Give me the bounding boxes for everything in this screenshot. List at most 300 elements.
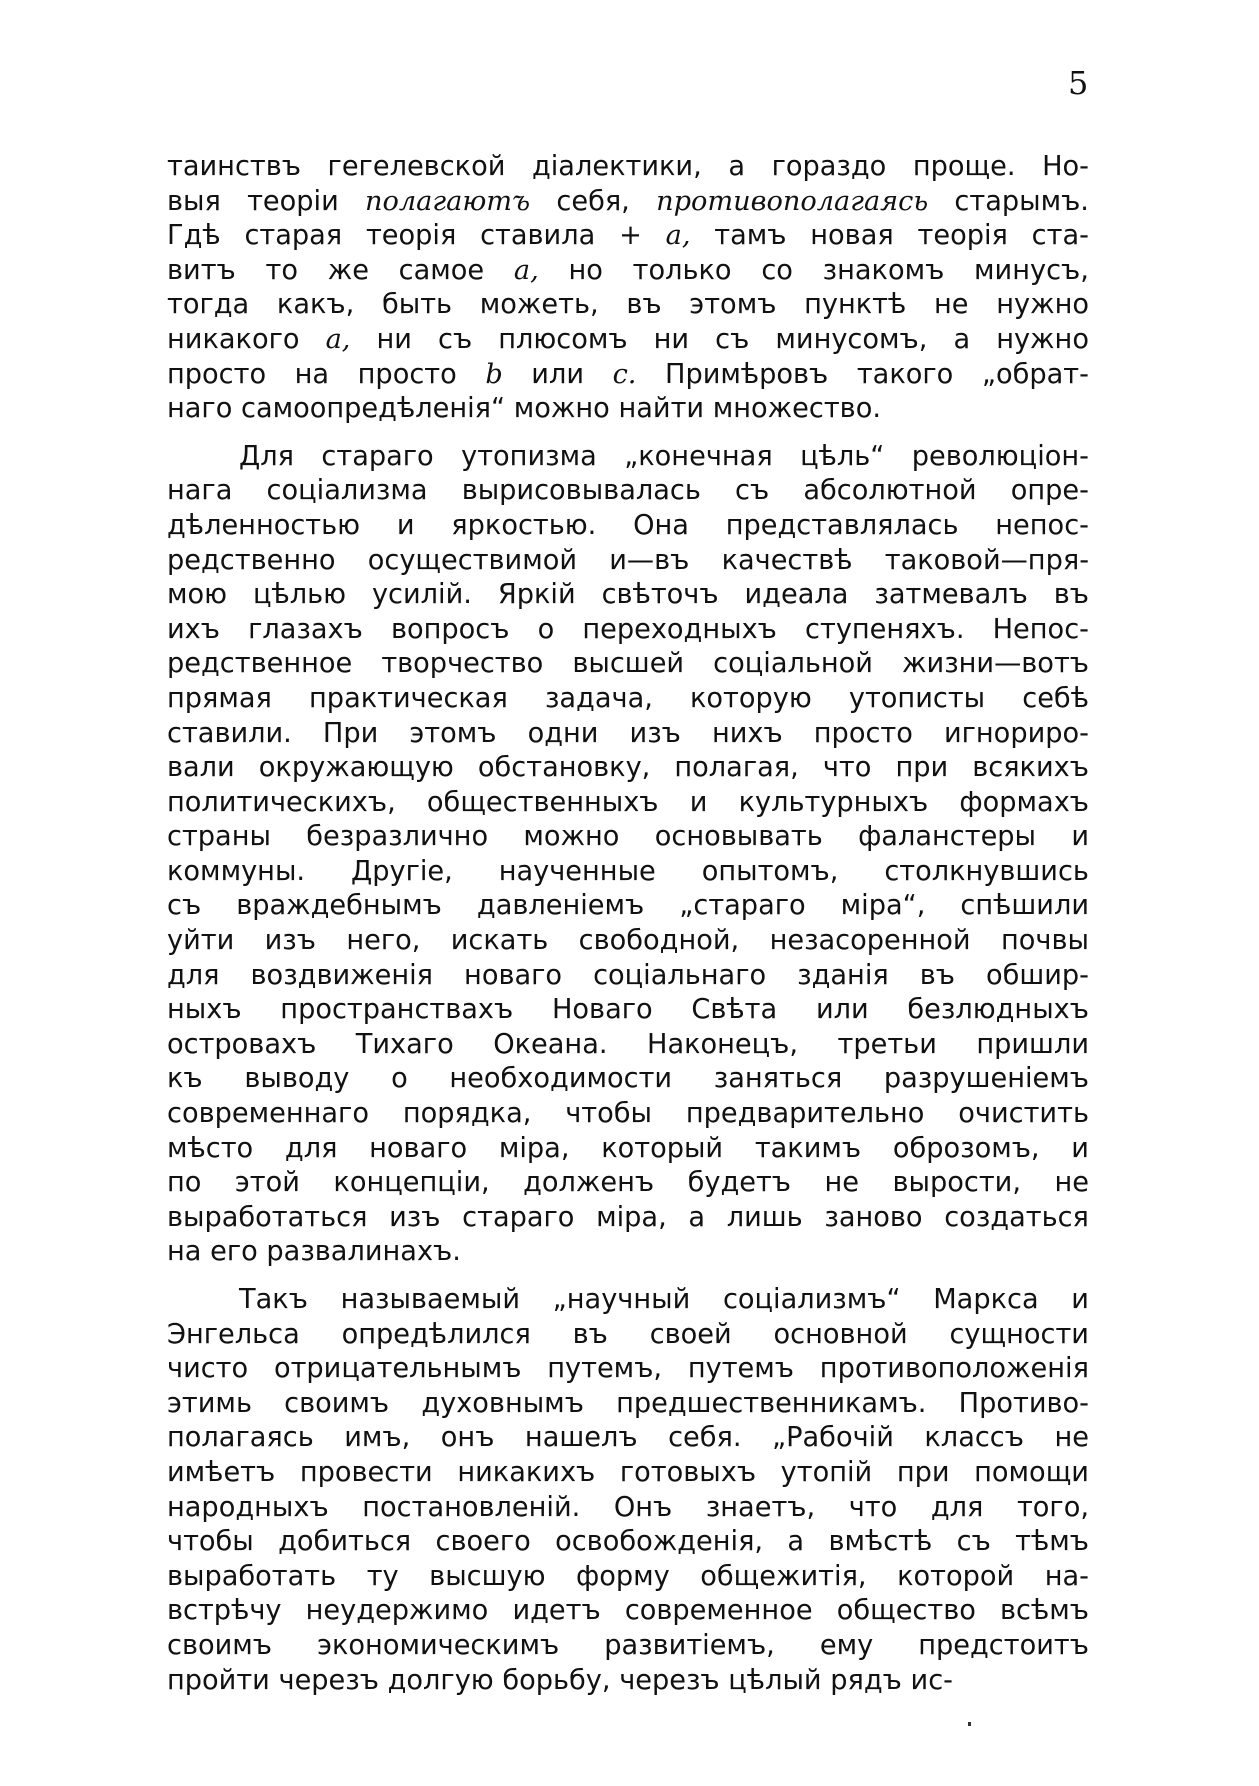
word: одни [527,717,599,749]
word: воздвиженія [250,959,434,991]
text-line [167,820,1089,855]
word: старымъ. [954,185,1089,217]
word: черезъ [619,1664,720,1696]
word: полагаясь [167,1422,314,1454]
word: такого [856,358,954,390]
word: минусъ, [974,254,1089,286]
word: витъ [167,254,236,286]
word: чтобы [167,1526,254,1558]
word: + [619,220,642,252]
word: на [294,358,330,390]
word: таковой—пря- [884,544,1089,576]
word: концепціи, [333,1167,490,1199]
word: выводу [244,1063,350,1095]
word: и [396,509,415,541]
word: пунктѣ [804,289,907,321]
word: затмевалъ [874,579,1028,611]
word: Такъ [239,1284,308,1315]
word: „обрат- [981,358,1089,390]
word: рядъ [830,1664,902,1696]
word: и [1071,821,1089,853]
word: пришли [976,1028,1089,1060]
word: быть [381,289,453,321]
word: просто [167,358,267,390]
word: и [1071,1284,1089,1315]
word: множество. [712,393,881,425]
word: которую [690,682,812,714]
text-line [167,1491,1089,1526]
body-text [167,150,1089,1698]
paragraph-gap [167,427,1089,440]
text-line [167,1235,1089,1270]
word: въ [626,289,662,321]
text-line [167,1166,1089,1201]
word: встрѣчу [167,1595,282,1627]
word: предварительно [685,1098,925,1130]
page-number: 5 [1068,64,1089,102]
word: предшественникамъ. [616,1387,927,1419]
word: выя [167,185,221,217]
word: долгую [387,1664,494,1696]
word: Противо- [958,1387,1089,1419]
word: чтобы [565,1098,653,1130]
word: редственно [167,544,336,576]
text-line [167,959,1089,994]
word: Непос- [992,613,1089,645]
word: гегелевской [327,151,506,182]
word: идеала [744,579,849,611]
word: и [689,786,708,818]
word: такимъ [754,1132,862,1164]
word: освобожденія, [555,1526,764,1558]
word: ныхъ [167,994,242,1026]
word: высшей [572,648,685,680]
word: задача, [544,682,653,714]
text-line [167,682,1089,717]
word: разрушеніемъ [883,1063,1089,1095]
word: сущности [949,1318,1089,1350]
word: тогда [167,289,250,321]
word: форму [576,1560,670,1592]
word: этомъ [689,289,777,321]
word: этомъ [409,717,497,749]
word: въ [919,959,955,991]
paragraph [167,1283,1089,1698]
word: мою [167,579,228,611]
word: можно [513,393,610,425]
word: какъ, [276,289,355,321]
word: переходныхъ [582,613,777,645]
text-line [167,1318,1089,1353]
word: современнаго [167,1098,369,1130]
word: Другіе, [350,855,453,887]
word: общественныхъ [426,786,659,818]
word: непос- [995,509,1089,541]
word: Маркса [933,1284,1039,1315]
italic-word: a, [665,220,691,252]
word: Свѣта [691,994,778,1026]
text-line [167,1387,1089,1422]
text-line [167,924,1089,959]
word: что [822,752,872,784]
word: Новаго [551,994,653,1026]
word: искать [450,925,549,957]
word: практическая [309,682,508,714]
word: утопизма [461,440,597,472]
word: зданія [797,959,889,991]
word: знаетъ, [705,1491,816,1523]
word: При [322,717,379,749]
word: себя. [668,1422,742,1454]
word: онъ [440,1422,495,1454]
word: діалектики, [531,151,702,182]
word: яркостью. [451,509,597,541]
word: общежитія, [700,1560,867,1592]
word: съ [956,1526,991,1558]
text-line [167,1201,1089,1236]
word: общество [836,1595,976,1627]
word: не [934,289,969,321]
word: въ [572,1318,608,1350]
word: никакихъ [457,1456,596,1488]
word: вопросъ [390,613,510,645]
word: соціализма [266,475,428,507]
word: теоріи [247,185,339,217]
word: давленіемъ [476,890,645,922]
word: заново [824,1201,923,1233]
word: народныхъ [167,1491,329,1523]
word: минусомъ, [775,323,928,355]
word: стараго [462,1201,575,1233]
word: порядка, [402,1098,532,1130]
word: чисто [167,1353,249,1385]
word: ста- [1031,220,1089,252]
word: незасоренной [769,925,971,957]
word: обстановку, [477,752,651,784]
text-line [167,440,1089,475]
word: Тихаго [355,1028,454,1060]
word: этой [234,1167,300,1199]
text-line [167,751,1089,786]
word: Яркій [497,579,576,611]
word: полагая, [674,752,799,784]
word: пространствахъ [280,994,514,1026]
word: міра“, [840,890,926,922]
word: своего [435,1526,531,1558]
word: ему [819,1629,874,1661]
word: имѣетъ [167,1456,276,1488]
word: уйти [167,925,235,957]
text-line [167,392,1089,427]
italic-word: b [485,358,503,390]
word: своей [649,1318,732,1350]
word: плюсомъ [498,323,628,355]
word: которой [897,1560,1015,1592]
text-line [167,855,1089,890]
word: „стараго [679,890,806,922]
word: высшую [429,1560,546,1592]
text-line [167,544,1089,579]
word: оброзомъ, [892,1132,1040,1164]
word: а [787,1526,805,1558]
word: соціальнаго [593,959,767,991]
word: того, [1016,1491,1089,1523]
word: стараго [321,440,434,472]
word: новая [810,220,894,252]
word: а [688,1201,706,1233]
word: соціализмъ“ [722,1284,901,1315]
text-line [167,1456,1089,1491]
text-line [167,717,1089,752]
word: соціальной [713,648,873,680]
word: теорія [917,220,1008,252]
word: наученные [498,855,656,887]
word: ставила [480,220,596,252]
word: революціон- [911,440,1089,472]
word: по [167,1167,202,1199]
word: абсолютной [803,475,977,507]
word: редственное [167,648,353,680]
word: создаться [944,1201,1089,1233]
word: для [930,1491,984,1523]
text-line [167,358,1089,393]
word: представлялась [725,509,959,541]
word: проще. [912,151,1016,182]
word: лишь [726,1201,803,1233]
word: качествѣ [721,544,853,576]
text-line [167,647,1089,682]
word: ни [653,323,690,355]
word: самоопредѣленія“ [241,393,506,425]
text-line [167,150,1089,185]
word: страны [167,821,271,853]
word: формахъ [959,786,1089,818]
word: же [327,254,369,286]
word: выработаться [167,1201,368,1233]
word: нужно [996,323,1089,355]
italic-word: полагаютъ [364,185,531,217]
word: нужно [996,289,1089,321]
text-line [167,474,1089,509]
print-speck [968,1722,971,1726]
text-line [167,889,1089,924]
word: на- [1044,1560,1089,1592]
word: называемый [340,1284,520,1315]
word: „научный [552,1284,691,1315]
word: свободной, [578,925,740,957]
word: который [601,1132,724,1164]
italic-word: a, [513,254,539,286]
word: ступеняхъ. [805,613,965,645]
word: дѣленностью [167,509,361,541]
text-line [167,1028,1089,1063]
paragraph [167,440,1089,1270]
word: не [1054,1167,1089,1199]
word: міра, [596,1201,667,1233]
word: а [728,151,745,182]
word: окружающую [258,752,454,784]
word: гораздо [771,151,887,182]
word: Энгельса [167,1318,300,1350]
word: Наконецъ, [647,1028,799,1060]
word: съ [438,323,473,355]
word: борьбу, [502,1664,611,1696]
word: просто [357,358,457,390]
word: безразлично [306,821,489,853]
text-line [167,1352,1089,1387]
word: неудержимо [305,1595,489,1627]
word: помощи [974,1456,1089,1488]
word: утописты [848,682,986,714]
word: себя, [556,185,630,217]
word: его [210,1236,258,1268]
word: мѣсто [167,1132,254,1164]
word: изъ [629,717,681,749]
word: своимъ [167,1629,272,1661]
text-line [167,185,1089,220]
word: готовыхъ [619,1456,757,1488]
word: но [568,254,603,286]
paragraph-gap [167,1270,1089,1283]
word: усилій. [371,579,472,611]
word: себѣ [1022,682,1089,714]
word: основывать [654,821,823,853]
word: ни [376,323,412,355]
word: Онъ [613,1491,673,1523]
word: при [895,752,949,784]
word: никакого [167,323,300,355]
text-line [167,993,1089,1028]
word: свѣточъ [601,579,719,611]
word: островахъ [167,1028,317,1060]
word: провести [299,1456,433,1488]
word: а [953,323,971,355]
word: политическихъ, [167,786,396,818]
word: для [167,959,220,991]
text-line [167,1664,1089,1699]
italic-word: a, [325,323,351,355]
word: глазахъ [248,613,363,645]
word: для [284,1132,338,1164]
word: коммуны. [167,855,306,887]
word: основной [773,1318,908,1350]
word: тѣмъ [1015,1526,1089,1558]
word: найти [618,393,705,425]
word: вырисовывалась [461,475,701,507]
word: идетъ [512,1595,601,1627]
text-line [167,1097,1089,1132]
word: что [848,1491,898,1523]
word: Но- [1042,151,1089,182]
text-line [167,613,1089,648]
word: новаго [464,959,563,991]
word: всякихъ [972,752,1089,784]
word: о [391,1063,408,1095]
word: тамъ [714,220,787,252]
word: знакомъ [822,254,945,286]
word: или [815,994,869,1026]
word: наго [167,393,233,425]
word: игнориро- [943,717,1089,749]
word: экономическимъ [317,1629,560,1661]
word: безлюдныхъ [907,994,1089,1026]
word: и—въ [609,544,690,576]
word: Гдѣ [167,220,221,252]
word: съ [167,890,202,922]
word: культурныхъ [738,786,929,818]
word: новаго [369,1132,468,1164]
text-line [167,219,1089,254]
word: черезъ [278,1664,379,1696]
word: противоположенія [819,1353,1089,1385]
word: вмѣстѣ [828,1526,933,1558]
word: путемъ, [547,1353,663,1385]
word: имъ, [344,1422,411,1454]
word: Примѣровъ [665,358,829,390]
word: прямая [167,682,272,714]
text-line [167,1421,1089,1456]
word: при [896,1456,950,1488]
word: со [761,254,793,286]
word: міра, [498,1132,570,1164]
word: опре- [1010,475,1089,507]
word: можно [523,821,620,853]
word: просто [813,717,913,749]
word: него, [346,925,421,957]
word: „Рабочій [772,1422,894,1454]
word: Океана. [493,1028,608,1060]
word: вали [167,752,235,784]
word: постановленій. [362,1491,581,1523]
word: путемъ [687,1353,794,1385]
italic-word: противополагаясь [656,185,929,217]
word: пройти [167,1664,270,1696]
text-line [167,509,1089,544]
word: можеть, [479,289,599,321]
word: необходимости [449,1063,673,1095]
word: утопій [780,1456,873,1488]
word: классъ [924,1422,1024,1454]
word: почвы [1000,925,1089,957]
word: добиться [278,1526,412,1558]
word: нихъ [711,717,783,749]
word: выработать [167,1560,337,1592]
text-line [167,1560,1089,1595]
word: духовнымъ [421,1387,584,1419]
text-line [167,1525,1089,1560]
word: ту [366,1560,399,1592]
word: не [824,1167,860,1199]
word: очистить [958,1098,1089,1130]
word: „конечная [624,440,773,472]
word: въ [1053,579,1089,611]
word: жизни—вотъ [902,648,1089,680]
word: Для [239,440,294,472]
paragraph [167,150,1089,427]
word: о [537,613,555,645]
word: теорія [365,220,457,252]
word: опредѣлился [341,1318,531,1350]
text-line [167,1132,1089,1167]
word: предстоитъ [918,1629,1089,1661]
word: ихъ [167,613,220,645]
word: будетъ [687,1167,792,1199]
word: съ [735,475,770,507]
word: этимь [167,1387,252,1419]
word: обшир- [985,959,1089,991]
word: нашелъ [524,1422,638,1454]
word: нага [167,475,233,507]
